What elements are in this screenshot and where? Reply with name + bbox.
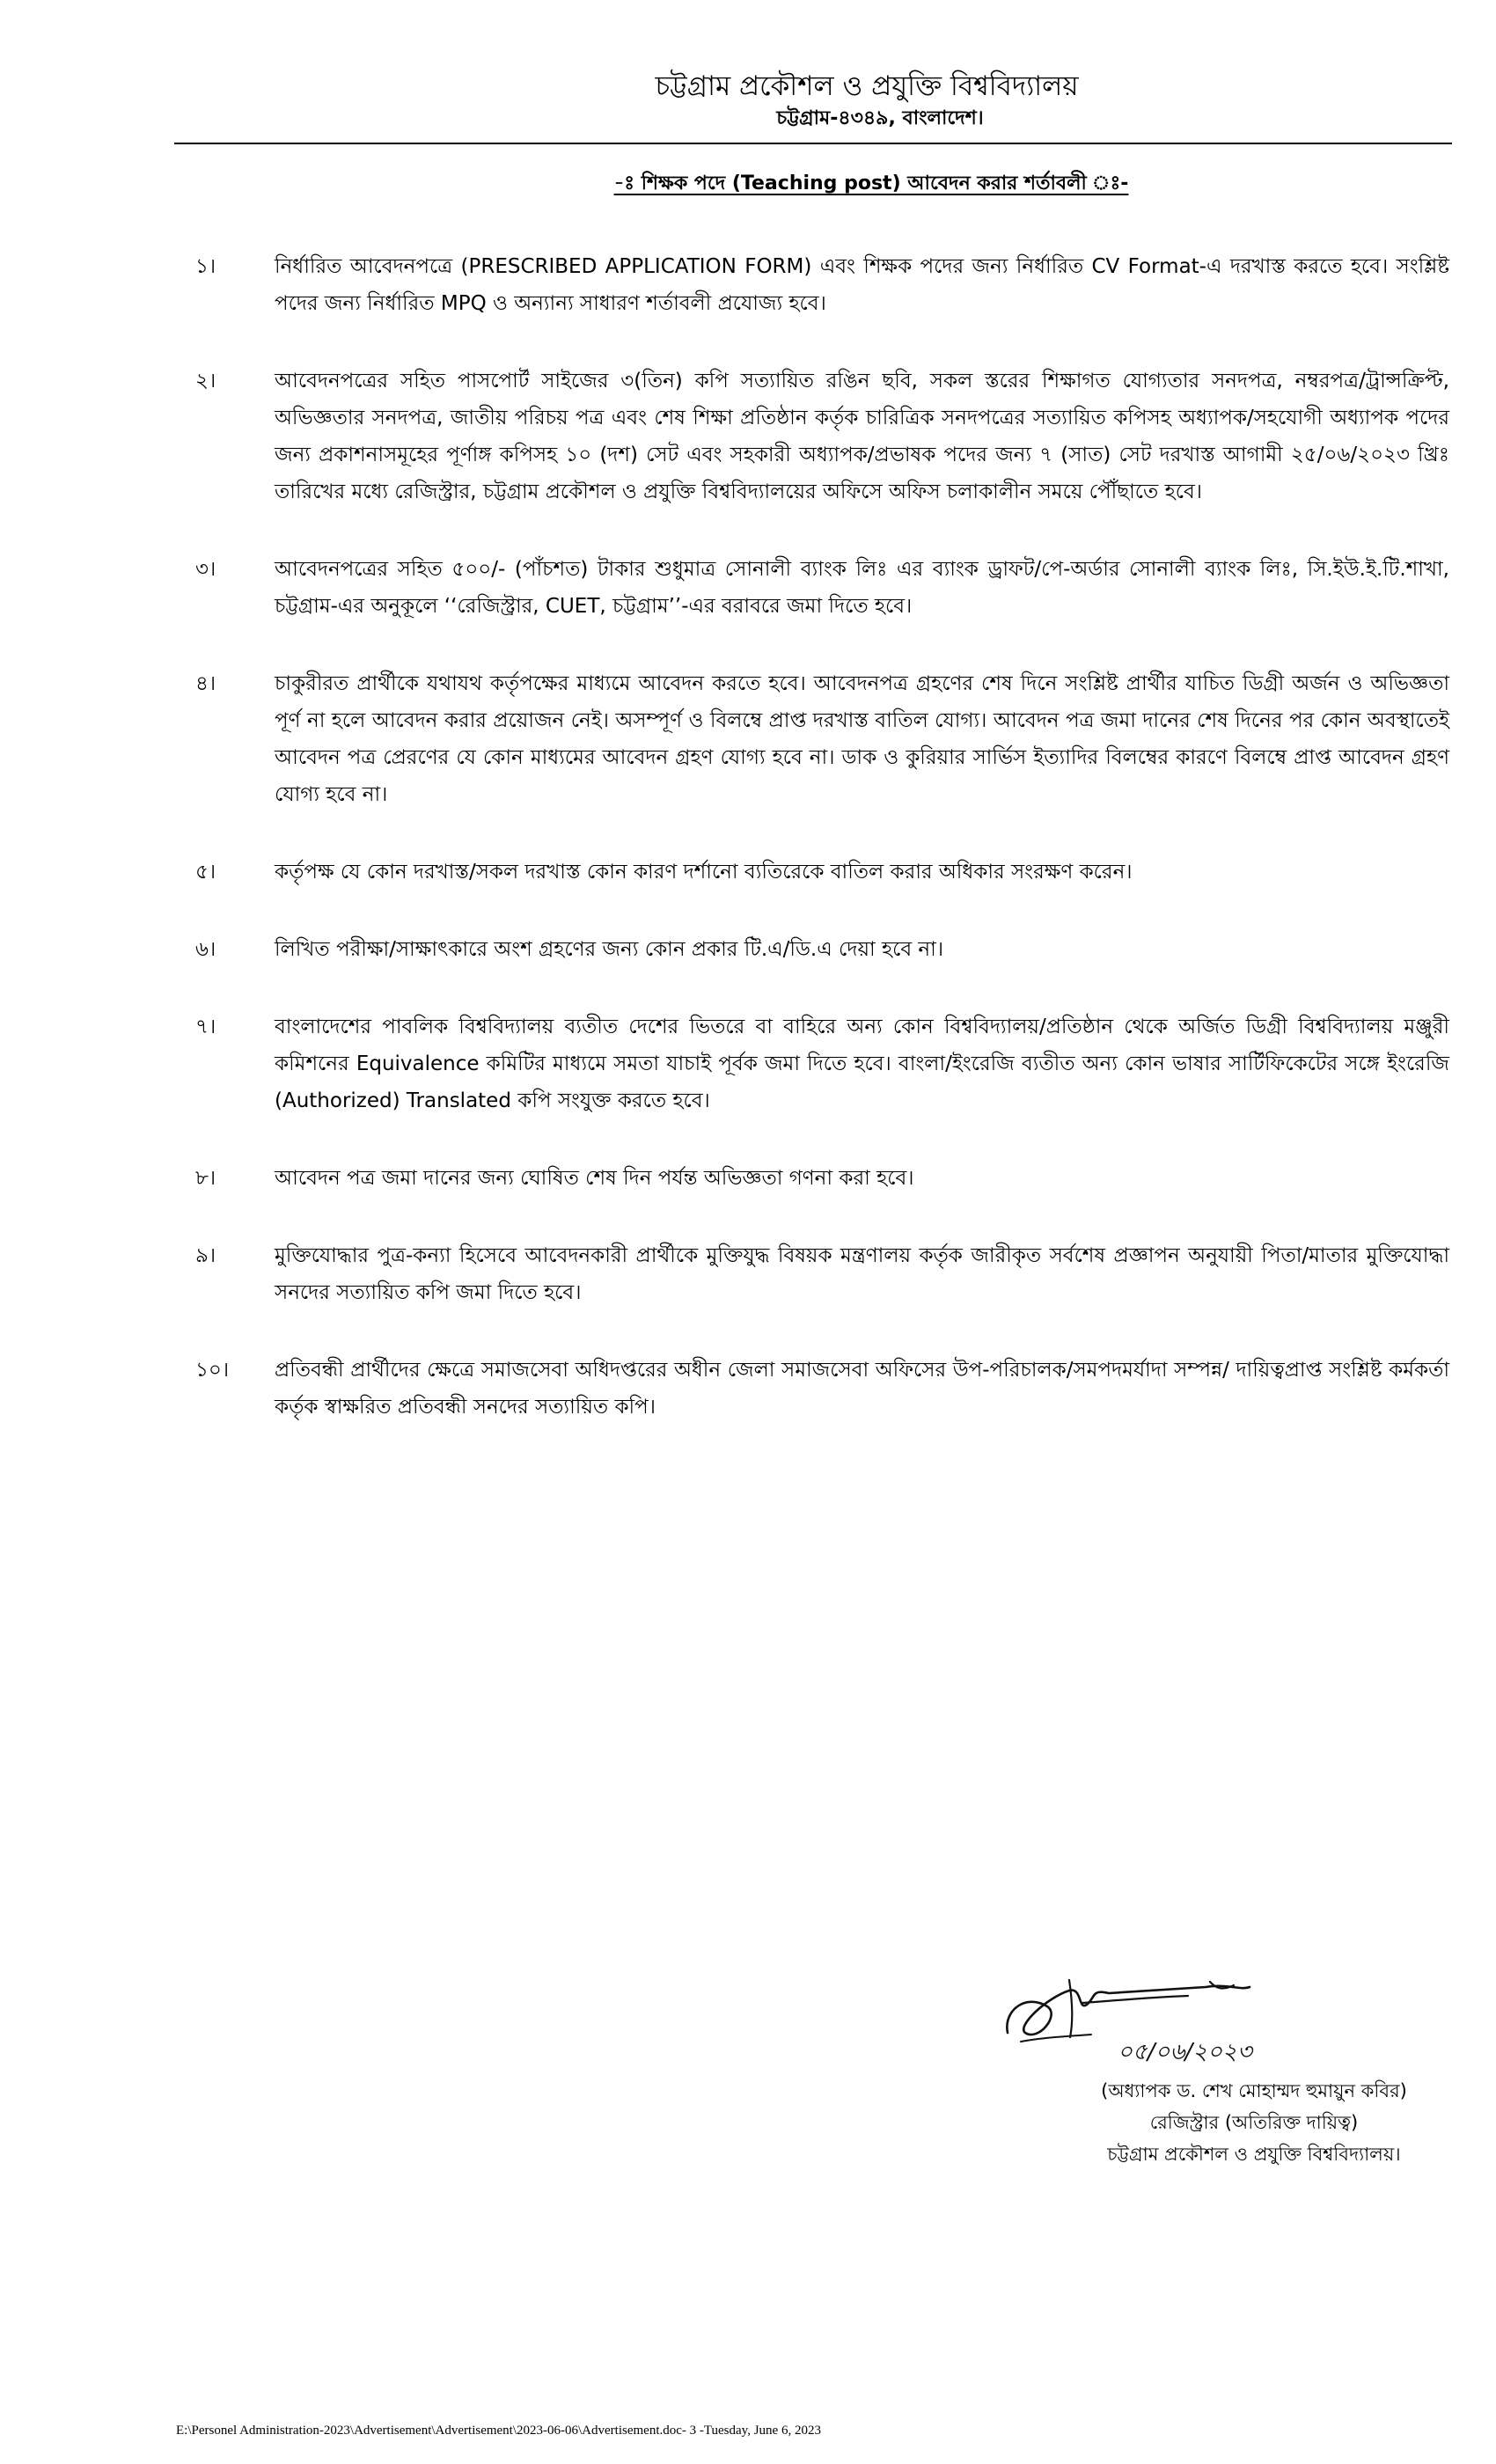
conditions-heading-text: -ঃ শিক্ষক পদে (Teaching post) আবেদন করার শর্তাবলী ঃ- xyxy=(613,172,1129,194)
condition-text: বাংলাদেশের পাবলিক বিশ্ববিদ্যালয় ব্যতীত দেশের ভিতরে বা বাহিরে অন্য কোন বিশ্ববিদ্যালয়/প্রতিষ্ঠান থেকে অর্জিত ডিগ্রী বিশ্ববিদ্যালয় মঞ্জুরী কমিশনের Equivalence কমিটির মাধ্যমে সমতা যাচাই পূর্বক জমা দিতে হবে। বাংলা/ইংরেজি ব্যতীত অন্য কোন ভাষার সার্টিফিকেটের সঙ্গে ইংরেজি (Authorized) Translated কপি সংযুক্ত করতে হবে। xyxy=(275,1016,1449,1112)
condition-number: ১। xyxy=(195,255,216,278)
condition-text: চাকুরীরত প্রার্থীকে যথাযথ কর্তৃপক্ষের মাধ্যমে আবেদন করতে হবে। আবেদনপত্র গ্রহণের শেষ দিনে সংশ্লিষ্ট প্রার্থীর যাচিত ডিগ্রী অর্জন ও অভিজ্ঞতা পূর্ণ না হলে আবেদন করার প্রয়োজন নেই। অসম্পূর্ণ ও বিলম্বে প্রাপ্ত দরখাস্ত বাতিল যোগ্য। আবেদন পত্র জমা দানের শেষ দিনের পর কোন অবস্থাতেই আবেদন পত্র প্রেরণের যে কোন মাধ্যমের আবেদন গ্রহণ যোগ্য হবে না। ডাক ও কুরিয়ার সার্ভিস ইত্যাদির বিলম্বের কারণে বিলম্বে প্রাপ্ত আবেদন গ্রহণ যোগ্য হবে না। xyxy=(275,672,1449,806)
condition-text: কর্তৃপক্ষ যে কোন দরখাস্ত/সকল দরখাস্ত কোন কারণ দর্শানো ব্যতিরেকে বাতিল করার অধিকার সংরক্ষণ করেন। xyxy=(275,861,1133,884)
condition-item xyxy=(195,1237,1449,1311)
conditions-list xyxy=(195,248,1449,1466)
condition-text: আবেদন পত্র জমা দানের জন্য ঘোষিত শেষ দিন পর্যন্ত অভিজ্ঞতা গণনা করা হবে। xyxy=(275,1167,914,1190)
signature-block xyxy=(986,1971,1461,2174)
conditions-heading xyxy=(176,169,1452,199)
condition-item xyxy=(195,551,1449,625)
condition-text: মুক্তিযোদ্ধার পুত্র-কন্যা হিসেবে আবেদনকারী প্রার্থীকে মুক্তিযুদ্ধ বিষয়ক মন্ত্রণালয় কর্তৃক জারীকৃত সর্বশেষ প্রজ্ঞাপন অনুযায়ী পিতা/মাতার মুক্তিযোদ্ধা সনদের সত্যায়িত কপি জমা দিতে হবে। xyxy=(275,1244,1449,1304)
signature-date: ০৫/০৬/২০২৩ xyxy=(1118,2039,1252,2065)
handwritten-signature xyxy=(986,1971,1373,2077)
condition-text: আবেদনপত্রের সহিত ৫০০/- (পাঁচশত) টাকার শুধুমাত্র সোনালী ব্যাংক লিঃ এর ব্যাংক ড্রাফট/পে-অর্ডার সোনালী ব্যাংক লিঃ, সি.ইউ.ই.টি.শাখা, চট্টগ্রাম-এর অনুকূলে ‘‘রেজিস্ট্রার, CUET, চট্টগ্রাম’’-এর বরাবরে জমা দিতে হবে। xyxy=(275,558,1449,618)
condition-text: নির্ধারিত আবেদনপত্রে (PRESCRIBED APPLICATION FORM) এবং শিক্ষক পদের জন্য নির্ধারিত CV Format-এ দরখাস্ত করতে হবে। সংশ্লিষ্ট পদের জন্য নির্ধারিত MPQ ও অন্যান্য সাধারণ শর্তাবলী প্রযোজ্য হবে। xyxy=(275,255,1449,315)
condition-item xyxy=(195,931,1449,968)
institution-address: চট্টগ্রাম-৪৩৪৯, বাংলাদেশ। xyxy=(776,107,984,129)
condition-number: ৩। xyxy=(195,558,216,581)
institution-name: চট্টগ্রাম প্রকৌশল ও প্রযুক্তি বিশ্ববিদ্যালয় xyxy=(655,70,1079,102)
header-divider xyxy=(174,143,1452,144)
condition-number: ৫। xyxy=(195,861,216,884)
condition-number: ৪। xyxy=(195,672,216,695)
condition-item xyxy=(195,1008,1449,1119)
file-path-footer: E:\Personel Administration-2023\Advertisement\Advertisement\2023-06-06\Advertisement.doc- 3 -Tuesday, June 6, 2023 xyxy=(176,2424,821,2438)
condition-text: আবেদনপত্রের সহিত পাসপোর্ট সাইজের ৩(তিন) কপি সত্যায়িত রঙিন ছবি, সকল স্তরের শিক্ষাগত যোগ্যতার সনদপত্র, নম্বরপত্র/ট্রান্সক্রিপ্ট, অভিজ্ঞতার সনদপত্র, জাতীয় পরিচয় পত্র এবং শেষ শিক্ষা প্রতিষ্ঠান কর্তৃক চারিত্রিক সনদপত্রের সত্যায়িত কপিসহ অধ্যাপক/সহযোগী অধ্যাপক পদের জন্য প্রকাশনাসমূহের পূর্ণাঙ্গ কপিসহ ১০ (দশ) সেট এবং সহকারী অধ্যাপক/প্রভাষক পদের জন্য ৭ (সাত) সেট দরখাস্ত আগামী ২৫/০৬/২০২৩ খ্রিঃ তারিখের মধ্যে রেজিস্ট্রার, চট্টগ্রাম প্রকৌশল ও প্রযুক্তি বিশ্ববিদ্যালয়ের অফিসে অফিস চলাকালীন সময়ে পৌঁছাতে হবে। xyxy=(275,370,1449,503)
condition-number: ২। xyxy=(195,370,216,392)
document-header xyxy=(176,69,1452,134)
signatory-name: (অধ্যাপক ড. শেখ মোহাম্মদ হুমায়ুন কবির) xyxy=(1101,2080,1407,2101)
condition-number: ৯। xyxy=(195,1244,216,1267)
signatory-institution: চট্টগ্রাম প্রকৌশল ও প্রযুক্তি বিশ্ববিদ্যালয়। xyxy=(1107,2144,1401,2165)
condition-text: প্রতিবন্ধী প্রার্থীদের ক্ষেত্রে সমাজসেবা অধিদপ্তরের অধীন জেলা সমাজসেবা অফিসের উপ-পরিচালক/সমপদমর্যাদা সম্পন্ন/ দায়িত্বপ্রাপ্ত সংশ্লিষ্ট কর্মকর্তা কর্তৃক স্বাক্ষরিত প্রতিবন্ধী সনদের সত্যায়িত কপি। xyxy=(275,1359,1449,1419)
condition-number: ৭। xyxy=(195,1016,216,1038)
condition-item xyxy=(195,1160,1449,1197)
condition-item xyxy=(195,665,1449,813)
condition-number: ১০। xyxy=(195,1359,230,1382)
condition-item xyxy=(195,363,1449,510)
condition-item xyxy=(195,854,1449,891)
condition-text: লিখিত পরীক্ষা/সাক্ষাৎকারে অংশ গ্রহণের জন্য কোন প্রকার টি.এ/ডি.এ দেয়া হবে না। xyxy=(275,938,944,961)
signatory-title: রেজিস্ট্রার (অতিরিক্ত দায়িত্ব) xyxy=(1149,2112,1359,2133)
signatory-details xyxy=(1047,2075,1461,2170)
condition-item xyxy=(195,1352,1449,1426)
condition-number: ৬। xyxy=(195,938,216,961)
condition-item xyxy=(195,248,1449,322)
condition-number: ৮। xyxy=(195,1167,216,1190)
